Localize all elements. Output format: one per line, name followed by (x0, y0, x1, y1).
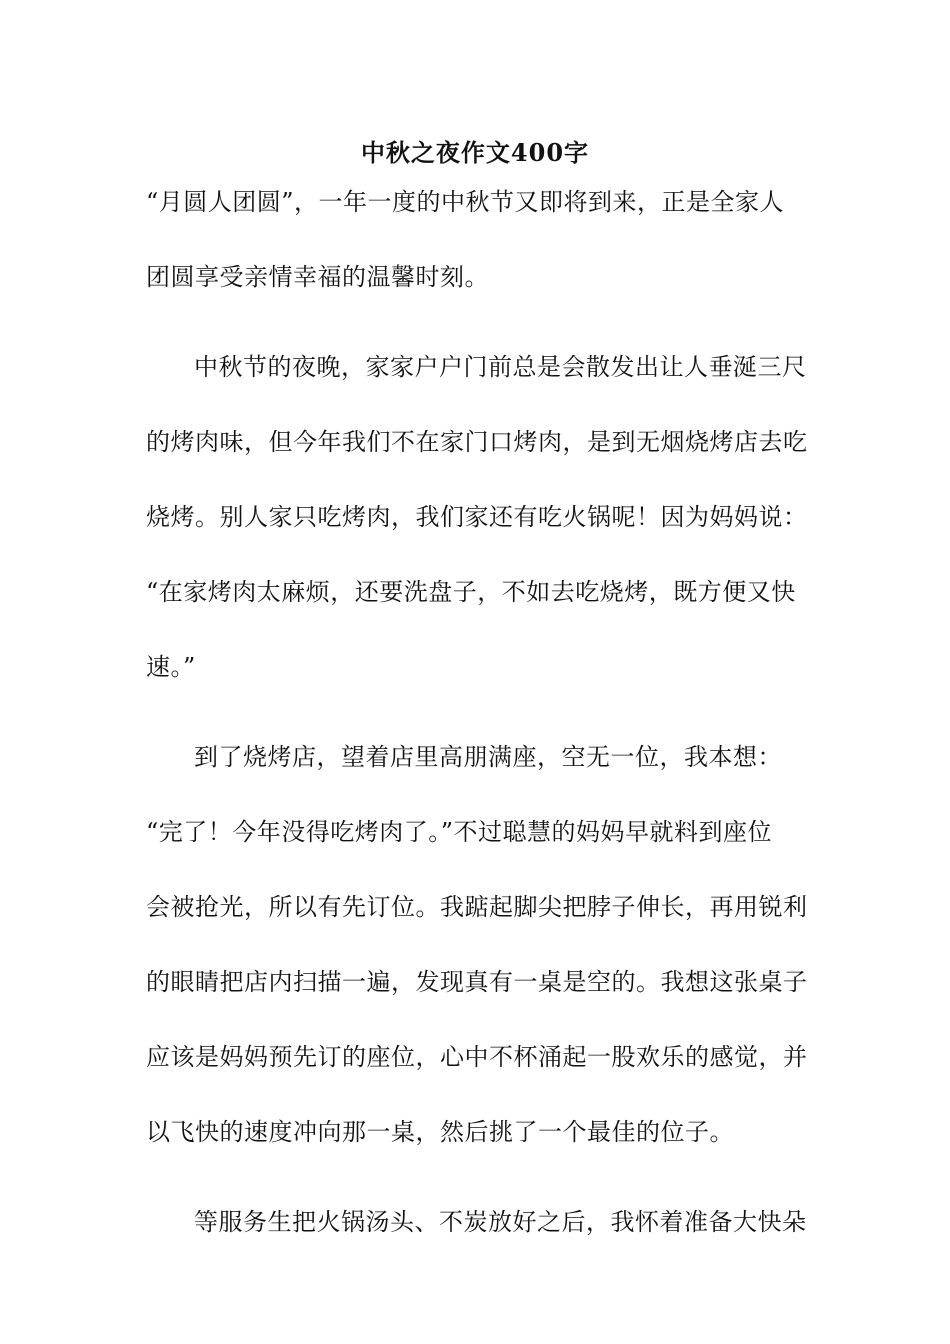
text-line: 会被抢光，所以有先订位。我踮起脚尖把脖子伸长，再用锐利 (146, 893, 808, 921)
text-line: 速。” (146, 653, 196, 681)
text-line: 的烤肉味，但今年我们不在家门口烤肉，是到无烟烧烤店去吃 (146, 428, 808, 456)
text-line: 中秋节的夜晚，家家户户门前总是会散发出让人垂涎三尺 (194, 353, 807, 381)
text-line: 到了烧烤店，望着店里高朋满座，空无一位，我本想： (194, 743, 782, 771)
text-line: 的眼睛把店内扫描一遍，发现真有一桌是空的。我想这张桌子 (146, 968, 808, 996)
text-line: “完了！今年没得吃烤肉了。”不过聪慧的妈妈早就料到座位 (146, 818, 773, 846)
text-line: 应该是妈妈预先订的座位，心中不杯涌起一股欢乐的感觉，并 (146, 1043, 808, 1071)
text-line: 团圆享受亲情幸福的温馨时刻。 (146, 263, 489, 291)
text-line: “在家烤肉太麻烦，还要洗盘子，不如去吃烧烤，既方便又快 (146, 578, 796, 606)
text-line: “月圆人团圆”，一年一度的中秋节又即将到来，正是全家人 (146, 188, 785, 216)
text-line: 等服务生把火锅汤头、不炭放好之后，我怀着准备大快朵 (194, 1208, 807, 1236)
text-line: 以飞快的速度冲向那一桌，然后挑了一个最佳的位子。 (146, 1118, 734, 1146)
document-body (146, 182, 806, 1277)
document-title: 中秋之夜作文400字 (360, 138, 590, 167)
text-line: 烧烤。别人家只吃烤肉，我们家还有吃火锅呢！因为妈妈说： (146, 503, 808, 531)
